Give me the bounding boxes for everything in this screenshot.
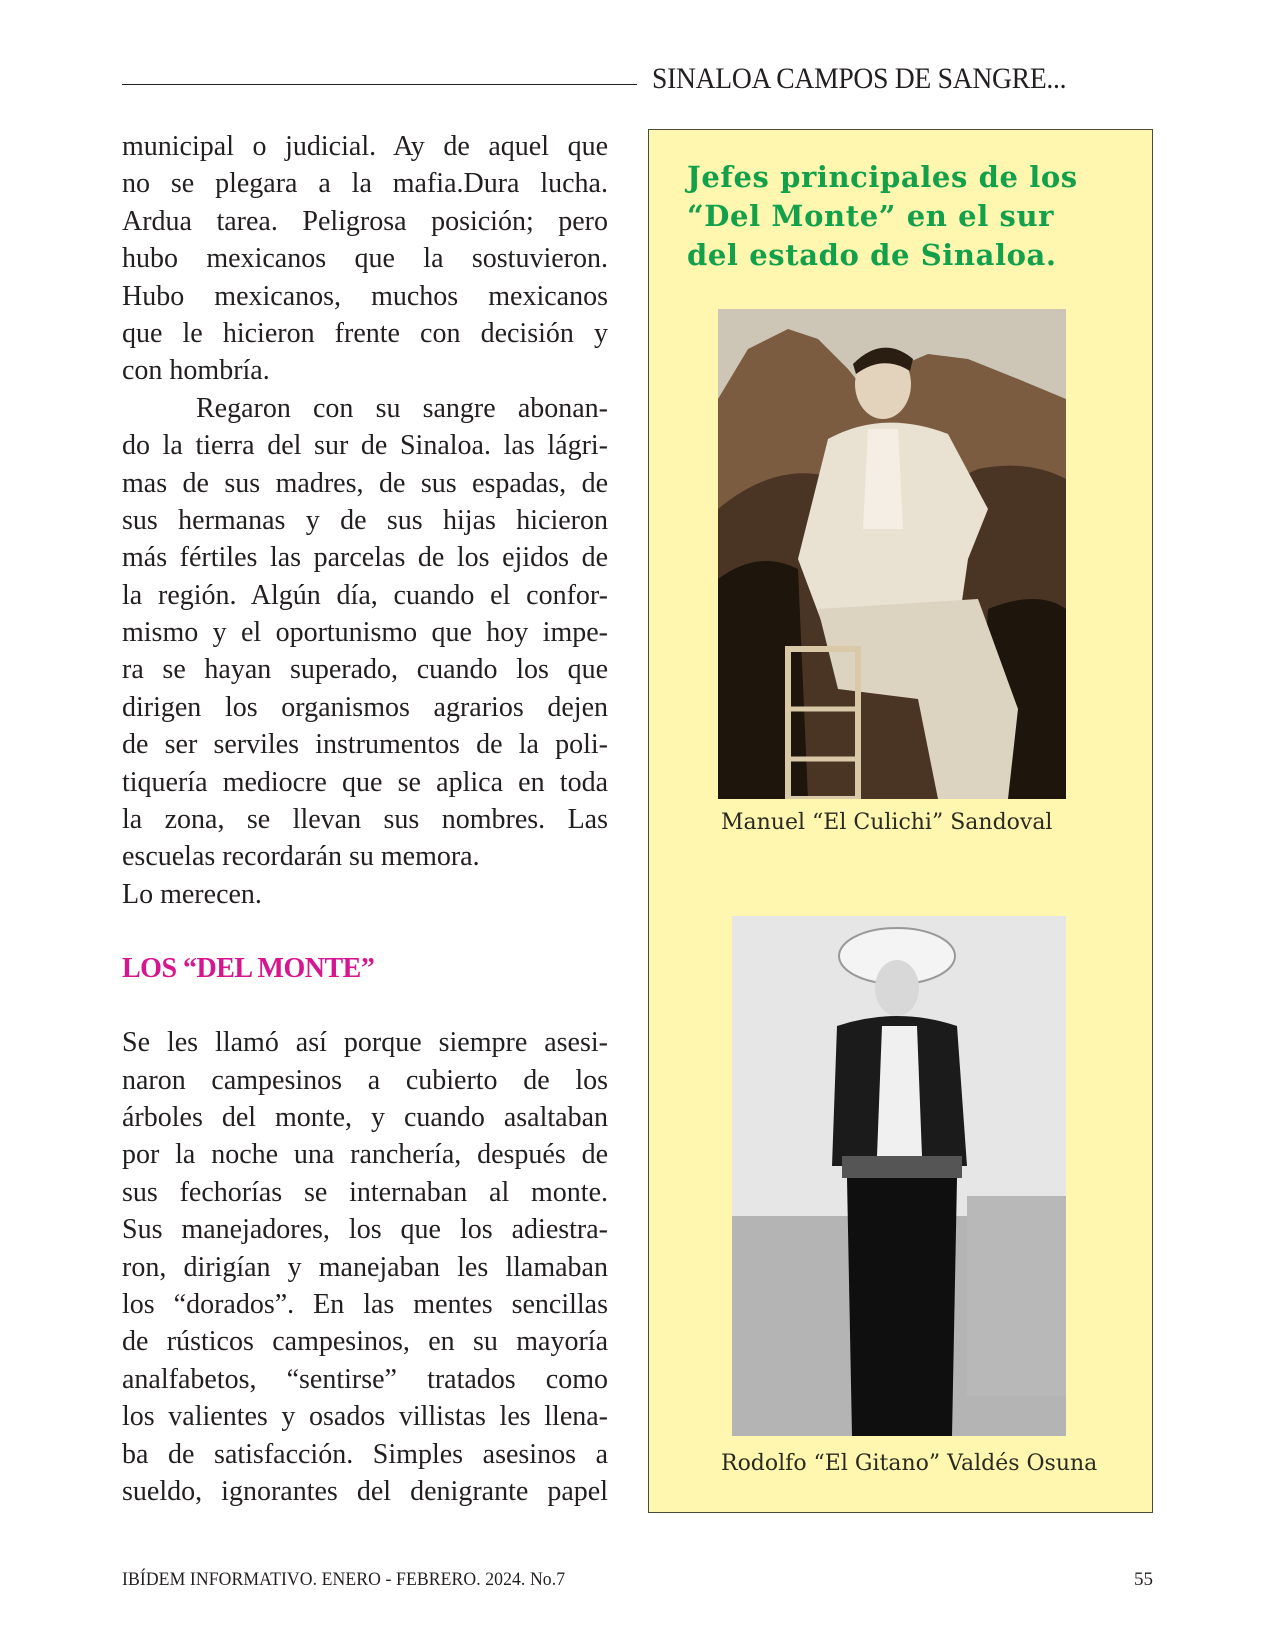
text-line: la región. Algún día, cuando el confor-: [122, 579, 608, 611]
section-heading: LOS “DEL MONTE”: [122, 953, 375, 985]
text-line: Regaron con su sangre abonan-: [196, 392, 608, 424]
text-line: mismo y el oportunismo que hoy impe-: [122, 617, 608, 649]
paragraph-3: [122, 1024, 608, 1510]
text-line: árboles del monte, y cuando asaltaban: [122, 1101, 608, 1133]
trousers-shape: [847, 1178, 957, 1436]
text-line: Sus manejadores, los que los adiestra-: [122, 1214, 608, 1246]
publication-footer: IBÍDEM INFORMATIVO. ENERO - FEBRERO. 2024. No.7: [122, 1569, 566, 1590]
sidebar-title-line: Jefes principales de los: [687, 160, 1078, 194]
text-line: Lo merecen.: [122, 878, 262, 910]
sidebar-box: [648, 129, 1153, 1513]
text-line: de rústicos campesinos, en su mayoría: [122, 1326, 608, 1358]
portrait-photo-sandoval: [718, 309, 1066, 799]
running-header: [122, 62, 1152, 102]
belt-shape: [842, 1156, 962, 1178]
text-line: por la noche una ranchería, después de: [122, 1139, 608, 1171]
text-line: la zona, se llevan sus nombres. Las: [122, 804, 608, 836]
sidebar-title: [687, 158, 1127, 275]
text-line: tiquería mediocre que se aplica en toda: [122, 766, 608, 798]
text-line: los valientes y osados villistas les llena-: [122, 1401, 608, 1433]
text-line: hubo mexicanos que la sostuvieron.: [122, 243, 608, 275]
text-line: do la tierra del sur de Sinaloa. las lágri-: [122, 430, 608, 462]
stripe-shape: [877, 1026, 922, 1156]
text-line: más fértiles las parcelas de los ejidos de: [122, 542, 608, 574]
bw-portrait-image: [732, 916, 1066, 1436]
text-line: analfabetos, “sentirse” tratados como: [122, 1363, 608, 1395]
paragraph-2: [122, 390, 608, 913]
text-line: con hombría.: [122, 355, 270, 387]
face-shape: [875, 960, 919, 1016]
text-line: sus hermanas y de sus hijas hicieron: [122, 504, 608, 536]
text-line: ron, dirigían y manejaban les llamaban: [122, 1251, 608, 1283]
text-line: ra se hayan superado, cuando los que: [122, 654, 608, 686]
header-rule: [122, 84, 637, 85]
page-number: 55: [1134, 1569, 1153, 1590]
bush-shape: [718, 561, 808, 799]
sepia-portrait-image: [718, 309, 1066, 799]
sidebar-title-line: “Del Monte” en el sur: [687, 199, 1055, 233]
side-table-shape: [967, 1196, 1066, 1396]
paragraph-1: [122, 128, 608, 390]
text-line: no se plegara a la mafia.Dura lucha.: [122, 168, 608, 200]
photo-caption-1: Manuel “El Culichi” Sandoval: [721, 810, 1053, 835]
text-line: sueldo, ignorantes del denigrante papel: [122, 1475, 608, 1507]
article-body: [122, 128, 608, 1510]
text-line: Hubo mexicanos, muchos mexicanos: [122, 280, 608, 312]
text-line: naron campesinos a cubierto de los: [122, 1064, 608, 1096]
text-line: ba de satisfacción. Simples asesinos a: [122, 1438, 608, 1470]
text-line: que le hicieron frente con decisión y: [122, 317, 608, 349]
text-line: dirigen los organismos agrarios dejen: [122, 691, 608, 723]
sidebar-title-line: del estado de Sinaloa.: [687, 238, 1057, 272]
text-line: municipal o judicial. Ay de aquel que: [122, 131, 608, 162]
portrait-photo-valdes: [732, 916, 1066, 1436]
photo-caption-2: Rodolfo “El Gitano” Valdés Osuna: [721, 1451, 1098, 1476]
text-line: Ardua tarea. Peligrosa posición; pero: [122, 205, 608, 237]
text-line: sus fechorías se internaban al monte.: [122, 1176, 608, 1208]
text-line: mas de sus madres, de sus espadas, de: [122, 467, 608, 499]
running-title: SINALOA CAMPOS DE SANGRE...: [652, 62, 1067, 95]
text-line: los “dorados”. En las mentes sencillas: [122, 1288, 608, 1320]
text-line: Se les llamó así porque siempre asesi-: [122, 1027, 608, 1059]
shirt-shape: [863, 429, 903, 529]
text-line: escuelas recordarán su memora.: [122, 841, 480, 873]
text-line: de ser serviles instrumentos de la poli-: [122, 729, 608, 761]
